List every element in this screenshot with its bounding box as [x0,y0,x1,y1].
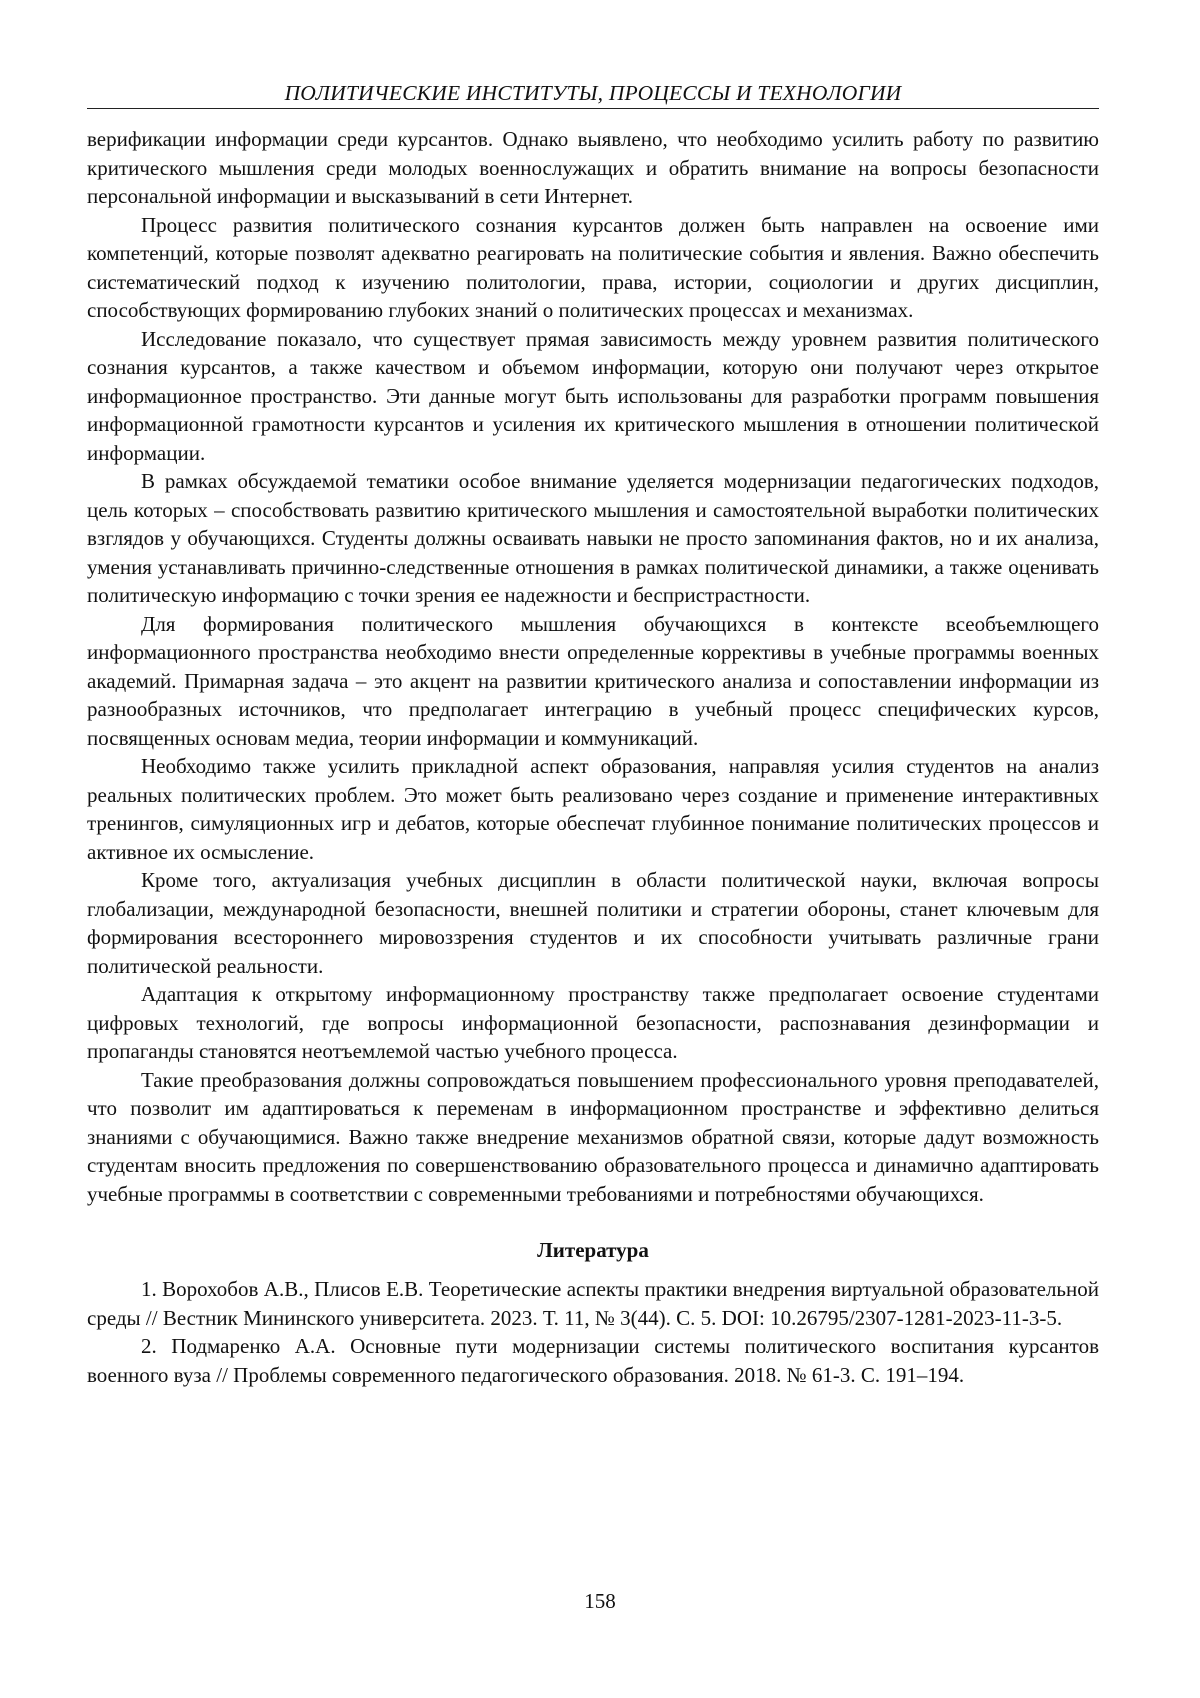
references-section [87,1236,1099,1389]
paragraph: Такие преобразования должны сопровождаться повышением профессионального уровня преподавателей, что позволит им адаптироваться к переменам в информационном пространстве и эффективно делиться знаниями с обучающимися. Важно также внедрение механизмов обратной связи, которые дадут возможность студентам вносить предложения по совершенствованию образовательного процесса и динамично адаптировать учебные программы в соответствии с современными требованиями и потребностями обучающихся. [87,1067,1099,1206]
paragraph: Процесс развития политического сознания курсантов должен быть направлен на освоение ими компетенций, которые позволят адекватно реагировать на политические события и явления. Важно обеспечить систематический подход к изучению политологии, права, истории, социологии и других дисциплин, способствующих формированию глубоких знаний о политических процессах и механизмах. [87,212,1099,322]
article-body [87,125,1099,1208]
paragraph: Исследование показало, что существует прямая зависимость между уровнем развития политического сознания курсантов, а также качеством и объемом информации, которую они получают через открытое информационное пространство. Эти данные могут быть использованы для разработки программ повышения информационной грамотности курсантов и усиления их критического мышления в отношении политической информации. [87,326,1099,465]
reference-item: 2. Подмаренко А.А. Основные пути модернизации системы политического воспитания курсантов военного вуза // Проблемы современного педагогического образования. 2018. № 61-3. С. 191–194. [87,1334,1099,1387]
paragraph: Кроме того, актуализация учебных дисциплин в области политической науки, включая вопросы глобализации, международной безопасности, внешней политики и стратегии обороны, станет ключевым для формирования всестороннего мировоззрения студентов и их способности учитывать различные грани политической реальности. [87,868,1099,978]
paragraph: Необходимо также усилить прикладной аспект образования, направляя усилия студентов на анализ реальных политических проблем. Это может быть реализовано через создание и применение интерактивных тренингов, симуляционных игр и дебатов, которые обеспечат глубинное понимание политических процессов и активное их осмысление. [87,754,1099,864]
running-head: ПОЛИТИЧЕСКИЕ ИНСТИТУТЫ, ПРОЦЕССЫ И ТЕХНОЛОГИИ [87,80,1099,109]
paragraph: Адаптация к открытому информационному пространству также предполагает освоение студентами цифровых технологий, где вопросы информационной безопасности, распознавания дезинформации и пропаганды становятся неотъемлемой частью учебного процесса. [87,982,1099,1063]
paragraph: Для формирования политического мышления обучающихся в контексте всеобъемлющего информационного пространства необходимо внести определенные коррективы в учебные программы военных академий. Примарная задача – это акцент на развитии критического анализа и сопоставлении информации из разнообразных источников, что предполагает интеграцию в учебный процесс специфических курсов, посвященных основам медиа, теории информации и коммуникаций. [87,611,1099,750]
reference-item: 1. Ворохобов А.В., Плисов Е.В. Теоретические аспекты практики внедрения виртуальной образовательной среды // Вестник Мининского университета. 2023. Т. 11, № 3(44). С. 5. DOI: 10.26795/2307-1281-2023-11-3-5. [87,1277,1099,1330]
page-number: 158 [584,1589,616,1613]
paragraph: В рамках обсуждаемой тематики особое внимание уделяется модернизации педагогических подходов, цель которых – способствовать развитию критического мышления и самостоятельной выработки политических взглядов у обучающихся. Студенты должны осваивать навыки не просто запоминания фактов, но и их анализа, умения устанавливать причинно-следственные отношения в рамках политической динамики, а также оценивать политическую информацию с точки зрения ее надежности и беспристрастности. [87,469,1099,607]
paragraph: верификации информации среди курсантов. Однако выявлено, что необходимо усилить работу по развитию критического мышления среди молодых военнослужащих и обратить внимание на вопросы безопасности персональной информации и высказываний в сети Интернет. [87,127,1099,208]
references-title: Литература [537,1238,649,1262]
document-page [87,80,1099,1389]
